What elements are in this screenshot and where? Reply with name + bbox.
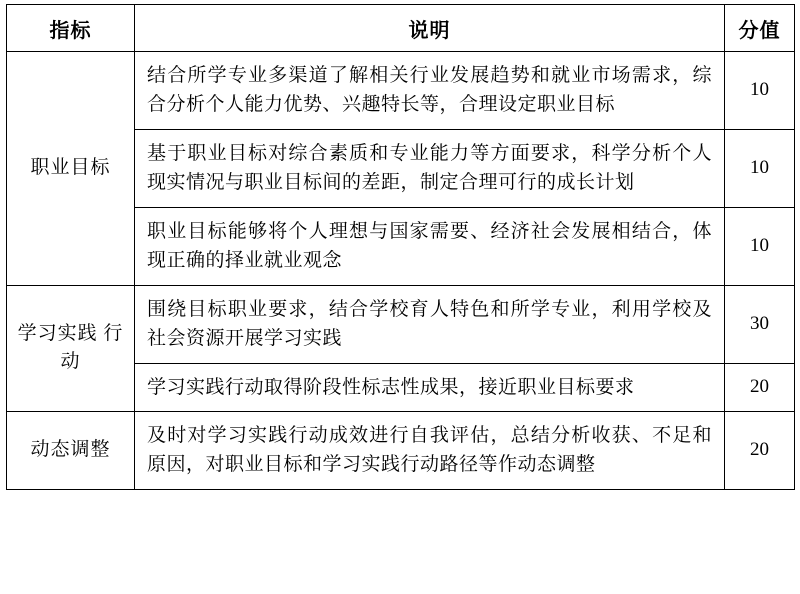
description-cell: 基于职业目标对综合素质和专业能力等方面要求，科学分析个人现实情况与职业目标间的差距，制定合理可行的成长计划 [135, 129, 725, 207]
description-cell: 围绕目标职业要求，结合学校育人特色和所学专业，利用学校及社会资源开展学习实践 [135, 285, 725, 363]
rubric-table [6, 4, 795, 490]
column-header-description: 说明 [135, 5, 725, 52]
table-header [7, 5, 795, 52]
indicator-cell-career-goal: 职业目标 [7, 52, 135, 286]
score-cell: 10 [725, 129, 795, 207]
indicator-cell-learning-practice: 学习实践 行动 [7, 285, 135, 411]
table-row [7, 52, 795, 130]
column-header-score: 分值 [725, 5, 795, 52]
column-header-indicator: 指标 [7, 5, 135, 52]
score-cell: 20 [725, 411, 795, 489]
description-cell: 及时对学习实践行动成效进行自我评估，总结分析收获、不足和原因，对职业目标和学习实践行动路径等作动态调整 [135, 411, 725, 489]
score-cell: 10 [725, 207, 795, 285]
description-cell: 职业目标能够将个人理想与国家需要、经济社会发展相结合，体现正确的择业就业观念 [135, 207, 725, 285]
description-cell: 结合所学专业多渠道了解相关行业发展趋势和就业市场需求，综合分析个人能力优势、兴趣特长等，合理设定职业目标 [135, 52, 725, 130]
score-cell: 30 [725, 285, 795, 363]
score-cell: 20 [725, 363, 795, 411]
table-row [7, 285, 795, 363]
table-body [7, 52, 795, 490]
indicator-cell-dynamic-adjustment: 动态调整 [7, 411, 135, 489]
description-cell: 学习实践行动取得阶段性标志性成果，接近职业目标要求 [135, 363, 725, 411]
table-header-row [7, 5, 795, 52]
score-cell: 10 [725, 52, 795, 130]
table-row [7, 411, 795, 489]
